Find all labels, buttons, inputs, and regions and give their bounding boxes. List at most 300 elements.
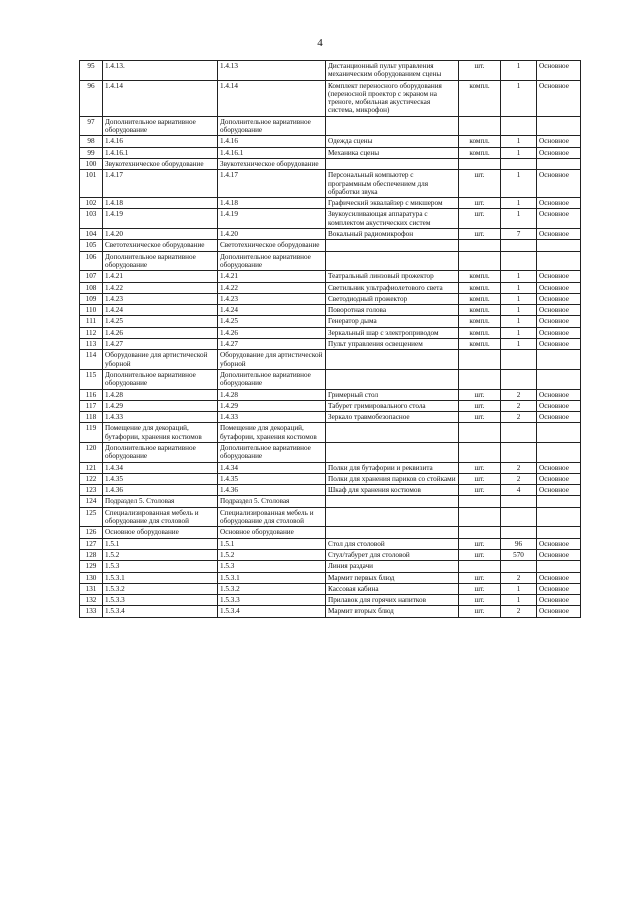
table-row xyxy=(80,350,581,370)
table-row xyxy=(80,339,581,350)
table-row xyxy=(80,412,581,423)
row-number-cell: 122 xyxy=(80,473,103,484)
unit-cell: компл. xyxy=(459,339,501,350)
quantity-cell: 7 xyxy=(501,229,537,240)
unit-cell: компл. xyxy=(459,282,501,293)
table-row xyxy=(80,442,581,462)
table-body xyxy=(80,61,581,618)
subsection-code-cell: 1.4.20 xyxy=(218,229,326,240)
section-code-cell: 1.4.33 xyxy=(103,412,218,423)
section-code-cell: 1.4.18 xyxy=(103,198,218,209)
section-code-cell: Помещение для декораций, бутафории, хранения костюмов xyxy=(103,423,218,443)
row-number-cell: 110 xyxy=(80,305,103,316)
category-cell: Основное xyxy=(537,572,581,583)
section-code-cell: Дополнительное вариативное оборудование xyxy=(103,251,218,271)
category-cell xyxy=(537,561,581,572)
table-row xyxy=(80,198,581,209)
category-cell: Основное xyxy=(537,595,581,606)
quantity-cell: 1 xyxy=(501,583,537,594)
row-number-cell: 117 xyxy=(80,400,103,411)
item-name-cell: Гримерный стол xyxy=(326,389,459,400)
row-number-cell: 103 xyxy=(80,209,103,229)
row-number-cell: 100 xyxy=(80,158,103,169)
quantity-cell: 2 xyxy=(501,606,537,617)
category-cell xyxy=(537,158,581,169)
table-row xyxy=(80,423,581,443)
section-code-cell: Специализированная мебель и оборудование для столовой xyxy=(103,507,218,527)
unit-cell: шт. xyxy=(459,485,501,496)
quantity-cell: 1 xyxy=(501,170,537,198)
quantity-cell xyxy=(501,496,537,507)
unit-cell: шт. xyxy=(459,572,501,583)
row-number-cell: 125 xyxy=(80,507,103,527)
unit-cell xyxy=(459,369,501,389)
subsection-code-cell: 1.4.27 xyxy=(218,339,326,350)
section-code-cell: 1.4.21 xyxy=(103,271,218,282)
item-name-cell xyxy=(326,507,459,527)
unit-cell xyxy=(459,116,501,136)
item-name-cell: Полки для хранения париков со стойками xyxy=(326,473,459,484)
unit-cell xyxy=(459,507,501,527)
quantity-cell xyxy=(501,350,537,370)
item-name-cell: Генератор дыма xyxy=(326,316,459,327)
unit-cell xyxy=(459,561,501,572)
category-cell xyxy=(537,240,581,251)
item-name-cell: Театральный линзовый прожектор xyxy=(326,271,459,282)
subsection-code-cell: 1.4.29 xyxy=(218,400,326,411)
row-number-cell: 123 xyxy=(80,485,103,496)
table-row xyxy=(80,606,581,617)
quantity-cell xyxy=(501,423,537,443)
category-cell: Основное xyxy=(537,293,581,304)
item-name-cell: Звукоусиливающая аппаратура с комплектом акустических систем xyxy=(326,209,459,229)
unit-cell: компл. xyxy=(459,147,501,158)
table-row xyxy=(80,271,581,282)
row-number-cell: 97 xyxy=(80,116,103,136)
row-number-cell: 127 xyxy=(80,538,103,549)
category-cell: Основное xyxy=(537,209,581,229)
category-cell: Основное xyxy=(537,147,581,158)
quantity-cell xyxy=(501,527,537,538)
category-cell xyxy=(537,496,581,507)
unit-cell: компл. xyxy=(459,305,501,316)
section-code-cell: 1.5.1 xyxy=(103,538,218,549)
section-code-cell: 1.4.25 xyxy=(103,316,218,327)
table-row xyxy=(80,369,581,389)
subsection-code-cell: 1.4.34 xyxy=(218,462,326,473)
subsection-code-cell: 1.4.28 xyxy=(218,389,326,400)
row-number-cell: 128 xyxy=(80,549,103,560)
table-row xyxy=(80,61,581,81)
category-cell: Основное xyxy=(537,80,581,116)
category-cell: Основное xyxy=(537,538,581,549)
table-row xyxy=(80,549,581,560)
subsection-code-cell: 1.4.17 xyxy=(218,170,326,198)
table-row xyxy=(80,316,581,327)
quantity-cell: 2 xyxy=(501,473,537,484)
row-number-cell: 126 xyxy=(80,527,103,538)
item-name-cell: Мармит первых блюд xyxy=(326,572,459,583)
subsection-code-cell: Дополнительное вариативное оборудование xyxy=(218,251,326,271)
unit-cell: шт. xyxy=(459,412,501,423)
subsection-code-cell: 1.4.25 xyxy=(218,316,326,327)
row-number-cell: 109 xyxy=(80,293,103,304)
item-name-cell: Зеркальный шар с электроприводом xyxy=(326,327,459,338)
table-row xyxy=(80,527,581,538)
table-row xyxy=(80,389,581,400)
subsection-code-cell: 1.4.35 xyxy=(218,473,326,484)
section-code-cell: Светотехническое оборудование xyxy=(103,240,218,251)
table-row xyxy=(80,327,581,338)
item-name-cell: Стол для столовой xyxy=(326,538,459,549)
row-number-cell: 131 xyxy=(80,583,103,594)
section-code-cell: 1.5.3.4 xyxy=(103,606,218,617)
table-row xyxy=(80,572,581,583)
quantity-cell: 570 xyxy=(501,549,537,560)
category-cell xyxy=(537,527,581,538)
quantity-cell: 4 xyxy=(501,485,537,496)
item-name-cell: Комплект переносного оборудования (переносной проектор с экраном на треноге, мобильная акустическая система, микрофон) xyxy=(326,80,459,116)
section-code-cell: Оборудование для артистической уборной xyxy=(103,350,218,370)
row-number-cell: 95 xyxy=(80,61,103,81)
row-number-cell: 108 xyxy=(80,282,103,293)
table-row xyxy=(80,305,581,316)
item-name-cell xyxy=(326,442,459,462)
table-row xyxy=(80,282,581,293)
quantity-cell: 2 xyxy=(501,412,537,423)
page-number: 4 xyxy=(317,37,323,49)
category-cell: Основное xyxy=(537,462,581,473)
item-name-cell: Персональный компьютер с программным обеспечением для обработки звука xyxy=(326,170,459,198)
section-code-cell: 1.4.28 xyxy=(103,389,218,400)
quantity-cell: 2 xyxy=(501,400,537,411)
unit-cell: шт. xyxy=(459,538,501,549)
section-code-cell: 1.4.24 xyxy=(103,305,218,316)
table-row xyxy=(80,116,581,136)
item-name-cell: Графический эквалайзер с микшером xyxy=(326,198,459,209)
quantity-cell: 1 xyxy=(501,316,537,327)
row-number-cell: 111 xyxy=(80,316,103,327)
quantity-cell xyxy=(501,442,537,462)
section-code-cell: 1.4.19 xyxy=(103,209,218,229)
row-number-cell: 113 xyxy=(80,339,103,350)
category-cell: Основное xyxy=(537,327,581,338)
category-cell xyxy=(537,350,581,370)
unit-cell: шт. xyxy=(459,198,501,209)
unit-cell xyxy=(459,251,501,271)
unit-cell xyxy=(459,496,501,507)
subsection-code-cell: 1.4.19 xyxy=(218,209,326,229)
subsection-code-cell: 1.5.2 xyxy=(218,549,326,560)
unit-cell: шт. xyxy=(459,606,501,617)
section-code-cell: 1.4.16.1 xyxy=(103,147,218,158)
unit-cell: компл. xyxy=(459,80,501,116)
unit-cell: шт. xyxy=(459,462,501,473)
unit-cell: шт. xyxy=(459,473,501,484)
row-number-cell: 99 xyxy=(80,147,103,158)
item-name-cell: Зеркало травмобезопасное xyxy=(326,412,459,423)
unit-cell xyxy=(459,158,501,169)
item-name-cell: Шкаф для хранения костюмов xyxy=(326,485,459,496)
subsection-code-cell: Дополнительное вариативное оборудование xyxy=(218,442,326,462)
quantity-cell xyxy=(501,116,537,136)
row-number-cell: 120 xyxy=(80,442,103,462)
table-row xyxy=(80,462,581,473)
table-row xyxy=(80,209,581,229)
quantity-cell xyxy=(501,507,537,527)
unit-cell xyxy=(459,442,501,462)
quantity-cell: 1 xyxy=(501,198,537,209)
subsection-code-cell: Помещение для декораций, бутафории, хранения костюмов xyxy=(218,423,326,443)
section-code-cell: 1.4.22 xyxy=(103,282,218,293)
row-number-cell: 129 xyxy=(80,561,103,572)
subsection-code-cell: Специализированная мебель и оборудование для столовой xyxy=(218,507,326,527)
table-row xyxy=(80,147,581,158)
table-row xyxy=(80,240,581,251)
row-number-cell: 130 xyxy=(80,572,103,583)
unit-cell: шт. xyxy=(459,61,501,81)
subsection-code-cell: 1.4.22 xyxy=(218,282,326,293)
subsection-code-cell: 1.4.16 xyxy=(218,136,326,147)
section-code-cell: 1.4.16 xyxy=(103,136,218,147)
category-cell: Основное xyxy=(537,389,581,400)
item-name-cell: Линия раздачи xyxy=(326,561,459,572)
quantity-cell xyxy=(501,158,537,169)
row-number-cell: 98 xyxy=(80,136,103,147)
row-number-cell: 102 xyxy=(80,198,103,209)
section-code-cell: 1.4.34 xyxy=(103,462,218,473)
row-number-cell: 106 xyxy=(80,251,103,271)
category-cell: Основное xyxy=(537,473,581,484)
category-cell: Основное xyxy=(537,606,581,617)
quantity-cell: 2 xyxy=(501,462,537,473)
category-cell: Основное xyxy=(537,549,581,560)
quantity-cell: 1 xyxy=(501,595,537,606)
quantity-cell: 1 xyxy=(501,282,537,293)
table-row xyxy=(80,496,581,507)
section-code-cell: 1.4.36 xyxy=(103,485,218,496)
category-cell: Основное xyxy=(537,271,581,282)
unit-cell: шт. xyxy=(459,170,501,198)
row-number-cell: 116 xyxy=(80,389,103,400)
item-name-cell: Мармит вторых блюд xyxy=(326,606,459,617)
unit-cell xyxy=(459,240,501,251)
subsection-code-cell: 1.4.36 xyxy=(218,485,326,496)
subsection-code-cell: 1.4.23 xyxy=(218,293,326,304)
subsection-code-cell: 1.4.33 xyxy=(218,412,326,423)
item-name-cell: Светодиодный прожектор xyxy=(326,293,459,304)
category-cell: Основное xyxy=(537,229,581,240)
row-number-cell: 133 xyxy=(80,606,103,617)
subsection-code-cell: 1.4.14 xyxy=(218,80,326,116)
category-cell: Основное xyxy=(537,61,581,81)
category-cell: Основное xyxy=(537,583,581,594)
table-row xyxy=(80,595,581,606)
section-code-cell: Дополнительное вариативное оборудование xyxy=(103,442,218,462)
subsection-code-cell: 1.4.21 xyxy=(218,271,326,282)
category-cell: Основное xyxy=(537,316,581,327)
row-number-cell: 114 xyxy=(80,350,103,370)
quantity-cell xyxy=(501,251,537,271)
subsection-code-cell: 1.5.3.3 xyxy=(218,595,326,606)
section-code-cell: 1.4.14 xyxy=(103,80,218,116)
category-cell: Основное xyxy=(537,485,581,496)
subsection-code-cell: 1.4.24 xyxy=(218,305,326,316)
subsection-code-cell: Дополнительное вариативное оборудование xyxy=(218,369,326,389)
section-code-cell: 1.4.27 xyxy=(103,339,218,350)
item-name-cell xyxy=(326,251,459,271)
table-row xyxy=(80,507,581,527)
subsection-code-cell: Основное оборудование xyxy=(218,527,326,538)
category-cell: Основное xyxy=(537,170,581,198)
quantity-cell: 1 xyxy=(501,293,537,304)
category-cell: Основное xyxy=(537,339,581,350)
category-cell xyxy=(537,369,581,389)
quantity-cell: 1 xyxy=(501,271,537,282)
quantity-cell: 1 xyxy=(501,305,537,316)
table-row xyxy=(80,400,581,411)
table-row xyxy=(80,170,581,198)
section-code-cell: 1.4.23 xyxy=(103,293,218,304)
subsection-code-cell: Подраздел 5. Столовая xyxy=(218,496,326,507)
unit-cell: шт. xyxy=(459,209,501,229)
row-number-cell: 119 xyxy=(80,423,103,443)
category-cell: Основное xyxy=(537,412,581,423)
row-number-cell: 118 xyxy=(80,412,103,423)
section-code-cell: 1.5.3 xyxy=(103,561,218,572)
row-number-cell: 107 xyxy=(80,271,103,282)
item-name-cell: Вокальный радиомикрофон xyxy=(326,229,459,240)
section-code-cell: 1.5.3.3 xyxy=(103,595,218,606)
category-cell xyxy=(537,251,581,271)
unit-cell: компл. xyxy=(459,316,501,327)
category-cell: Основное xyxy=(537,305,581,316)
section-code-cell: 1.4.13. xyxy=(103,61,218,81)
item-name-cell xyxy=(326,527,459,538)
item-name-cell xyxy=(326,369,459,389)
category-cell xyxy=(537,442,581,462)
item-name-cell: Светильник ультрафиолетового света xyxy=(326,282,459,293)
subsection-code-cell: 1.4.16.1 xyxy=(218,147,326,158)
section-code-cell: 1.4.35 xyxy=(103,473,218,484)
quantity-cell: 1 xyxy=(501,136,537,147)
item-name-cell xyxy=(326,423,459,443)
item-name-cell: Одежда сцены xyxy=(326,136,459,147)
section-code-cell: 1.4.29 xyxy=(103,400,218,411)
equipment-table xyxy=(79,60,581,618)
section-code-cell: 1.4.20 xyxy=(103,229,218,240)
quantity-cell: 1 xyxy=(501,80,537,116)
subsection-code-cell: Оборудование для артистической уборной xyxy=(218,350,326,370)
category-cell xyxy=(537,507,581,527)
section-code-cell: Звукотехническое оборудование xyxy=(103,158,218,169)
row-number-cell: 132 xyxy=(80,595,103,606)
section-code-cell: 1.4.17 xyxy=(103,170,218,198)
item-name-cell: Табурет гримировального стола xyxy=(326,400,459,411)
item-name-cell xyxy=(326,350,459,370)
unit-cell: шт. xyxy=(459,549,501,560)
unit-cell xyxy=(459,423,501,443)
subsection-code-cell: 1.4.18 xyxy=(218,198,326,209)
table-row xyxy=(80,561,581,572)
item-name-cell: Пульт управления освещением xyxy=(326,339,459,350)
category-cell: Основное xyxy=(537,400,581,411)
table-row xyxy=(80,136,581,147)
row-number-cell: 124 xyxy=(80,496,103,507)
category-cell: Основное xyxy=(537,282,581,293)
section-code-cell: 1.5.3.1 xyxy=(103,572,218,583)
subsection-code-cell: 1.4.13 xyxy=(218,61,326,81)
quantity-cell: 1 xyxy=(501,327,537,338)
quantity-cell xyxy=(501,561,537,572)
section-code-cell: Дополнительное вариативное оборудование xyxy=(103,116,218,136)
unit-cell: шт. xyxy=(459,583,501,594)
table-row xyxy=(80,229,581,240)
quantity-cell: 2 xyxy=(501,389,537,400)
row-number-cell: 105 xyxy=(80,240,103,251)
subsection-code-cell: 1.5.3.4 xyxy=(218,606,326,617)
section-code-cell: Подраздел 5. Столовая xyxy=(103,496,218,507)
unit-cell: компл. xyxy=(459,271,501,282)
category-cell: Основное xyxy=(537,136,581,147)
row-number-cell: 112 xyxy=(80,327,103,338)
item-name-cell: Механика сцены xyxy=(326,147,459,158)
section-code-cell: 1.5.3.2 xyxy=(103,583,218,594)
quantity-cell: 2 xyxy=(501,572,537,583)
unit-cell: компл. xyxy=(459,293,501,304)
section-code-cell: 1.4.26 xyxy=(103,327,218,338)
row-number-cell: 96 xyxy=(80,80,103,116)
table-row xyxy=(80,473,581,484)
quantity-cell: 1 xyxy=(501,147,537,158)
quantity-cell: 1 xyxy=(501,209,537,229)
section-code-cell: Дополнительное вариативное оборудование xyxy=(103,369,218,389)
row-number-cell: 101 xyxy=(80,170,103,198)
item-name-cell: Стул/табурет для столовой xyxy=(326,549,459,560)
table-row xyxy=(80,251,581,271)
row-number-cell: 104 xyxy=(80,229,103,240)
row-number-cell: 121 xyxy=(80,462,103,473)
item-name-cell: Кассовая кабина xyxy=(326,583,459,594)
table-row xyxy=(80,583,581,594)
subsection-code-cell: 1.4.26 xyxy=(218,327,326,338)
table-row xyxy=(80,538,581,549)
section-code-cell: 1.5.2 xyxy=(103,549,218,560)
item-name-cell: Дистанционный пульт управления механическим оборудованием сцены xyxy=(326,61,459,81)
subsection-code-cell: Светотехническое оборудование xyxy=(218,240,326,251)
category-cell xyxy=(537,116,581,136)
item-name-cell xyxy=(326,116,459,136)
item-name-cell: Полки для бутафории и реквизита xyxy=(326,462,459,473)
quantity-cell xyxy=(501,240,537,251)
quantity-cell xyxy=(501,369,537,389)
unit-cell: шт. xyxy=(459,400,501,411)
quantity-cell: 96 xyxy=(501,538,537,549)
subsection-code-cell: 1.5.3 xyxy=(218,561,326,572)
unit-cell: компл. xyxy=(459,327,501,338)
quantity-cell: 1 xyxy=(501,61,537,81)
item-name-cell xyxy=(326,158,459,169)
table-row xyxy=(80,158,581,169)
unit-cell: шт. xyxy=(459,595,501,606)
row-number-cell: 115 xyxy=(80,369,103,389)
unit-cell xyxy=(459,527,501,538)
subsection-code-cell: 1.5.3.2 xyxy=(218,583,326,594)
item-name-cell xyxy=(326,496,459,507)
table-row xyxy=(80,80,581,116)
item-name-cell xyxy=(326,240,459,251)
subsection-code-cell: Дополнительное вариативное оборудование xyxy=(218,116,326,136)
